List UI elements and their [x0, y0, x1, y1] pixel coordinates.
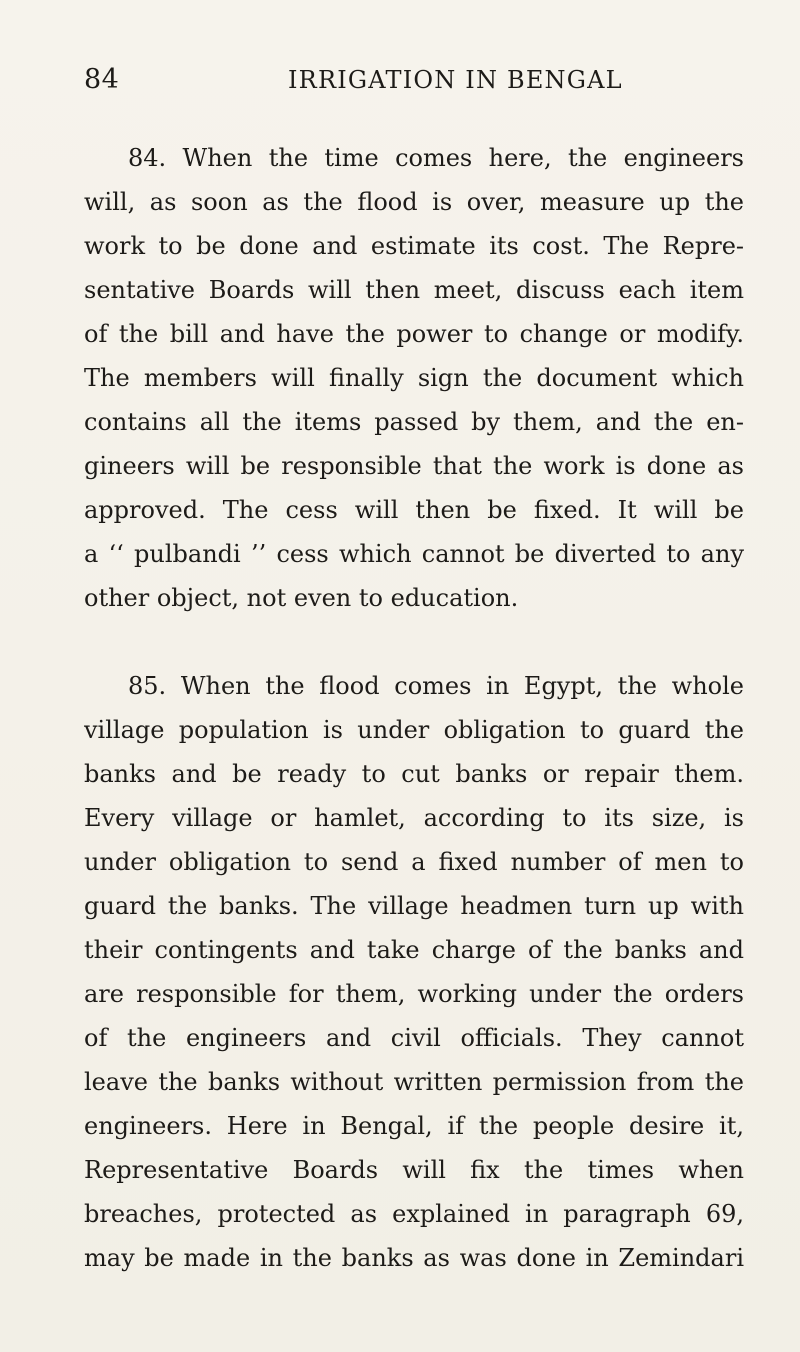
text-line: guard the banks. The village headmen turn up with	[84, 892, 744, 920]
running-title: IRRIGATION IN BENGAL	[288, 66, 623, 94]
body-text	[84, 136, 744, 1280]
text-line: approved. The cess will then be fixed. It will be	[84, 496, 744, 524]
text-line: 84. When the time comes here, the engineers	[128, 144, 744, 172]
text-line: gineers will be responsible that the work is done as	[84, 452, 744, 480]
text-line: 85. When the flood comes in Egypt, the whole	[128, 672, 744, 700]
page-number: 84	[84, 64, 120, 95]
paragraph-85	[84, 664, 744, 1280]
text-line: leave the banks without written permission from the	[84, 1068, 744, 1096]
text-line: The members will finally sign the document which	[84, 364, 744, 392]
text-line: sentative Boards will then meet, discuss each item	[84, 276, 744, 304]
text-line: work to be done and estimate its cost. The Repre-	[84, 232, 744, 260]
text-line: village population is under obligation to guard the	[84, 716, 744, 744]
text-line: are responsible for them, working under the orders	[84, 980, 744, 1008]
text-line: breaches, protected as explained in paragraph 69,	[84, 1200, 744, 1228]
text-line: other object, not even to education.	[84, 584, 519, 612]
text-line: of the engineers and civil officials. They cannot	[84, 1024, 744, 1052]
text-line: a ‘‘ pulbandi ’’ cess which cannot be diverted to any	[84, 540, 744, 568]
text-line: will, as soon as the flood is over, measure up the	[84, 188, 744, 216]
text-line: engineers. Here in Bengal, if the people desire it,	[84, 1112, 744, 1140]
page-header	[84, 62, 744, 102]
text-line: Representative Boards will fix the times when	[84, 1156, 744, 1184]
text-line: may be made in the banks as was done in Zemindari	[84, 1244, 744, 1272]
text-line: banks and be ready to cut banks or repair them.	[84, 760, 744, 788]
text-line: their contingents and take charge of the banks and	[84, 936, 744, 964]
text-line: Every village or hamlet, according to its size, is	[84, 804, 744, 832]
paragraph-84	[84, 136, 744, 620]
text-line: of the bill and have the power to change or modify.	[84, 320, 744, 348]
text-line: under obligation to send a fixed number of men to	[84, 848, 744, 876]
text-line: contains all the items passed by them, and the en-	[84, 408, 744, 436]
